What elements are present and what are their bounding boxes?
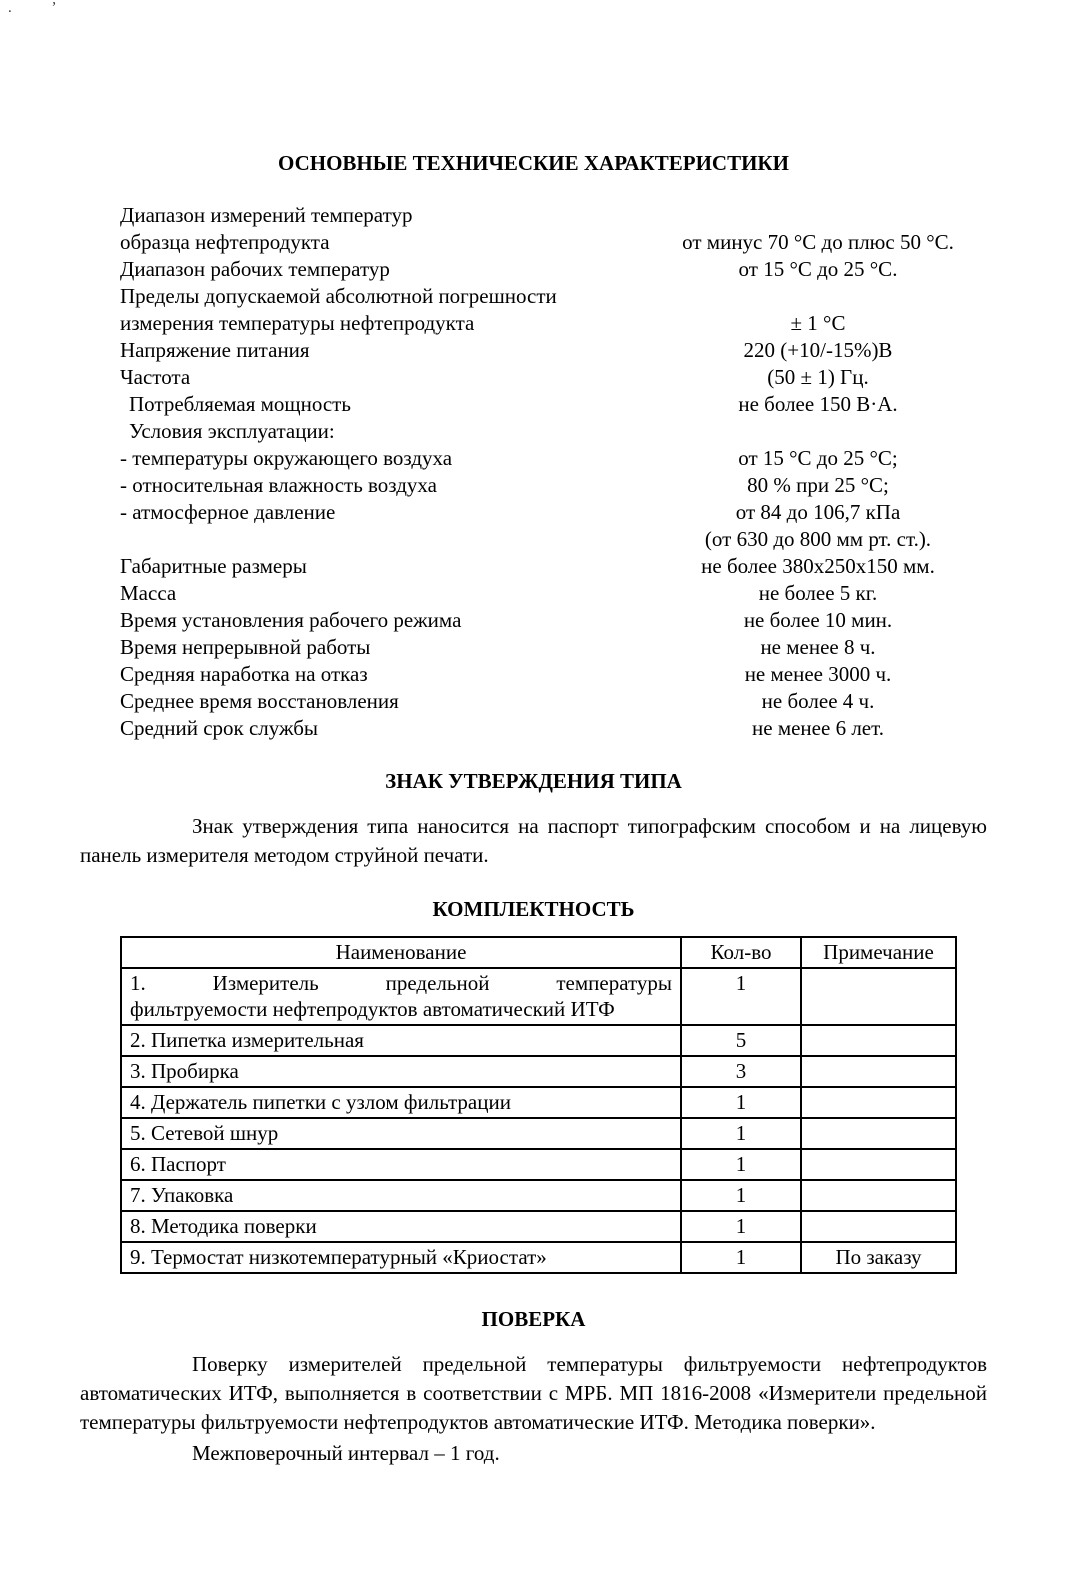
item-name-cell: 2. Пипетка измерительная <box>121 1025 681 1056</box>
verification-interval: Межповерочный интервал – 1 год. <box>192 1441 500 1465</box>
spec-row <box>120 391 987 418</box>
spec-label: Потребляемая мощность <box>129 392 351 416</box>
item-name-cell: 7. Упаковка <box>121 1180 681 1211</box>
item-name-line1: 1. Измеритель предельной температуры <box>130 971 672 995</box>
table-row <box>121 1087 956 1118</box>
item-name-cell <box>121 968 681 1025</box>
table-row <box>121 1180 956 1211</box>
spec-label: Средний срок службы <box>120 716 319 740</box>
spec-row <box>120 283 987 310</box>
spec-label: Габаритные размеры <box>120 554 307 578</box>
spec-label: - атмосферное давление <box>120 500 336 524</box>
spec-label: Диапазон рабочих температур <box>120 257 390 281</box>
spec-value: не более 150 В·А. <box>738 392 898 416</box>
table-row <box>121 1025 956 1056</box>
spec-value: не менее 8 ч. <box>760 635 876 659</box>
spec-row <box>120 553 987 580</box>
column-header-qty: Кол-во <box>681 937 801 968</box>
item-qty-cell: 1 <box>681 1211 801 1242</box>
verification-section-title: ПОВЕРКА <box>481 1307 586 1331</box>
spec-row <box>120 364 987 391</box>
spec-value: не более 380х250х150 мм. <box>701 554 935 578</box>
spec-value: ± 1 °С <box>790 311 846 335</box>
spec-value <box>649 418 987 445</box>
item-note-cell: По заказу <box>801 1242 956 1273</box>
spec-value: от 15 °С до 25 °С. <box>738 257 898 281</box>
spec-label: - относительная влажность воздуха <box>120 473 437 497</box>
item-note-cell <box>801 1118 956 1149</box>
spec-row <box>120 526 987 553</box>
specs-list <box>120 202 987 742</box>
table-row <box>121 968 956 1025</box>
type-mark-paragraph: Знак утверждения типа наносится на паспорт типографским способом и на лицевую панель измерителя методом струйной печати. <box>80 814 987 867</box>
spec-row <box>120 607 987 634</box>
item-qty-cell: 5 <box>681 1025 801 1056</box>
spec-row <box>120 499 987 526</box>
spec-value: не более 4 ч. <box>761 689 875 713</box>
item-note-cell <box>801 1025 956 1056</box>
spec-value: не более 10 мин. <box>743 608 893 632</box>
item-qty-cell: 1 <box>681 1087 801 1118</box>
spec-value: не менее 3000 ч. <box>744 662 892 686</box>
spec-row <box>120 256 987 283</box>
spec-label: Диапазон измерений температур <box>120 203 413 227</box>
table-row <box>121 1211 956 1242</box>
spec-value: 220 (+10/-15%)В <box>743 338 893 362</box>
spec-label: Время установления рабочего режима <box>120 608 462 632</box>
table-row <box>121 1149 956 1180</box>
column-header-name: Наименование <box>121 937 681 968</box>
table-row <box>121 1118 956 1149</box>
item-qty-cell: 1 <box>681 1118 801 1149</box>
spec-label: Масса <box>120 581 177 605</box>
item-name-cell: 8. Методика поверки <box>121 1211 681 1242</box>
spec-row <box>120 472 987 499</box>
spec-row <box>120 688 987 715</box>
completeness-table <box>120 936 957 1274</box>
scan-artifact: . ʼ <box>8 0 75 16</box>
spec-row <box>120 715 987 742</box>
spec-value: не более 5 кг. <box>758 581 878 605</box>
spec-value: от 84 до 106,7 кПа <box>735 500 901 524</box>
spec-value: от 15 °С до 25 °С; <box>738 446 898 470</box>
spec-label: измерения температуры нефтепродукта <box>120 311 475 335</box>
spec-label: образца нефтепродукта <box>120 230 330 254</box>
spec-row <box>120 661 987 688</box>
item-name-cell: 3. Пробирка <box>121 1056 681 1087</box>
table-row <box>121 1242 956 1273</box>
spec-label: Условия эксплуатации: <box>129 419 335 443</box>
spec-row <box>120 337 987 364</box>
spec-value: (50 ± 1) Гц. <box>767 365 869 389</box>
item-note-cell <box>801 1211 956 1242</box>
column-header-note: Примечание <box>801 937 956 968</box>
item-name-cell: 9. Термостат низкотемпературный «Криостат» <box>121 1242 681 1273</box>
type-mark-section-title: ЗНАК УТВЕРЖДЕНИЯ ТИПА <box>385 769 682 793</box>
item-qty-cell: 1 <box>681 968 801 1025</box>
item-name-cell: 4. Держатель пипетки с узлом фильтрации <box>121 1087 681 1118</box>
item-note-cell <box>801 968 956 1025</box>
specs-section-title: ОСНОВНЫЕ ТЕХНИЧЕСКИЕ ХАРАКТЕРИСТИКИ <box>277 151 789 175</box>
spec-label: Время непрерывной работы <box>120 635 371 659</box>
spec-label <box>120 526 649 553</box>
spec-label: Пределы допускаемой абсолютной погрешности <box>120 284 557 308</box>
spec-value: не менее 6 лет. <box>752 716 884 740</box>
spec-row <box>120 445 987 472</box>
spec-value <box>649 202 987 229</box>
spec-label: Напряжение питания <box>120 338 310 362</box>
spec-row <box>120 310 987 337</box>
item-qty-cell: 3 <box>681 1056 801 1087</box>
item-name-line2: фильтруемости нефтепродуктов автоматический ИТФ <box>130 997 615 1021</box>
spec-label: Частота <box>120 365 191 389</box>
spec-value: от минус 70 °С до плюс 50 °С. <box>682 230 954 254</box>
table-row <box>121 1056 956 1087</box>
spec-value <box>649 283 987 310</box>
spec-label: Средняя наработка на отказ <box>120 662 368 686</box>
completeness-section-title: КОМПЛЕКТНОСТЬ <box>432 897 635 921</box>
spec-label: Среднее время восстановления <box>120 689 399 713</box>
spec-row <box>120 418 987 445</box>
item-qty-cell: 1 <box>681 1149 801 1180</box>
item-note-cell <box>801 1180 956 1211</box>
spec-row <box>120 634 987 661</box>
spec-value: (от 630 до 800 мм рт. ст.). <box>704 527 932 551</box>
item-name-cell: 5. Сетевой шнур <box>121 1118 681 1149</box>
item-qty-cell: 1 <box>681 1180 801 1211</box>
spec-row <box>120 580 987 607</box>
item-note-cell <box>801 1056 956 1087</box>
item-note-cell <box>801 1149 956 1180</box>
table-header-row <box>121 937 956 968</box>
spec-row <box>120 229 987 256</box>
verification-paragraph: Поверку измерителей предельной температуры фильтруемости нефтепродуктов автоматических ИТФ, выполняется в соответствии с МРБ. МП 1816-2008 «Измерители предельной температуры фильтруемости нефтепродуктов автоматические ИТФ. Методика поверки». <box>80 1352 987 1434</box>
spec-row <box>120 202 987 229</box>
spec-value: 80 % при 25 °С; <box>747 473 889 497</box>
item-note-cell <box>801 1087 956 1118</box>
item-qty-cell: 1 <box>681 1242 801 1273</box>
item-name-cell: 6. Паспорт <box>121 1149 681 1180</box>
spec-label: - температуры окружающего воздуха <box>120 446 453 470</box>
